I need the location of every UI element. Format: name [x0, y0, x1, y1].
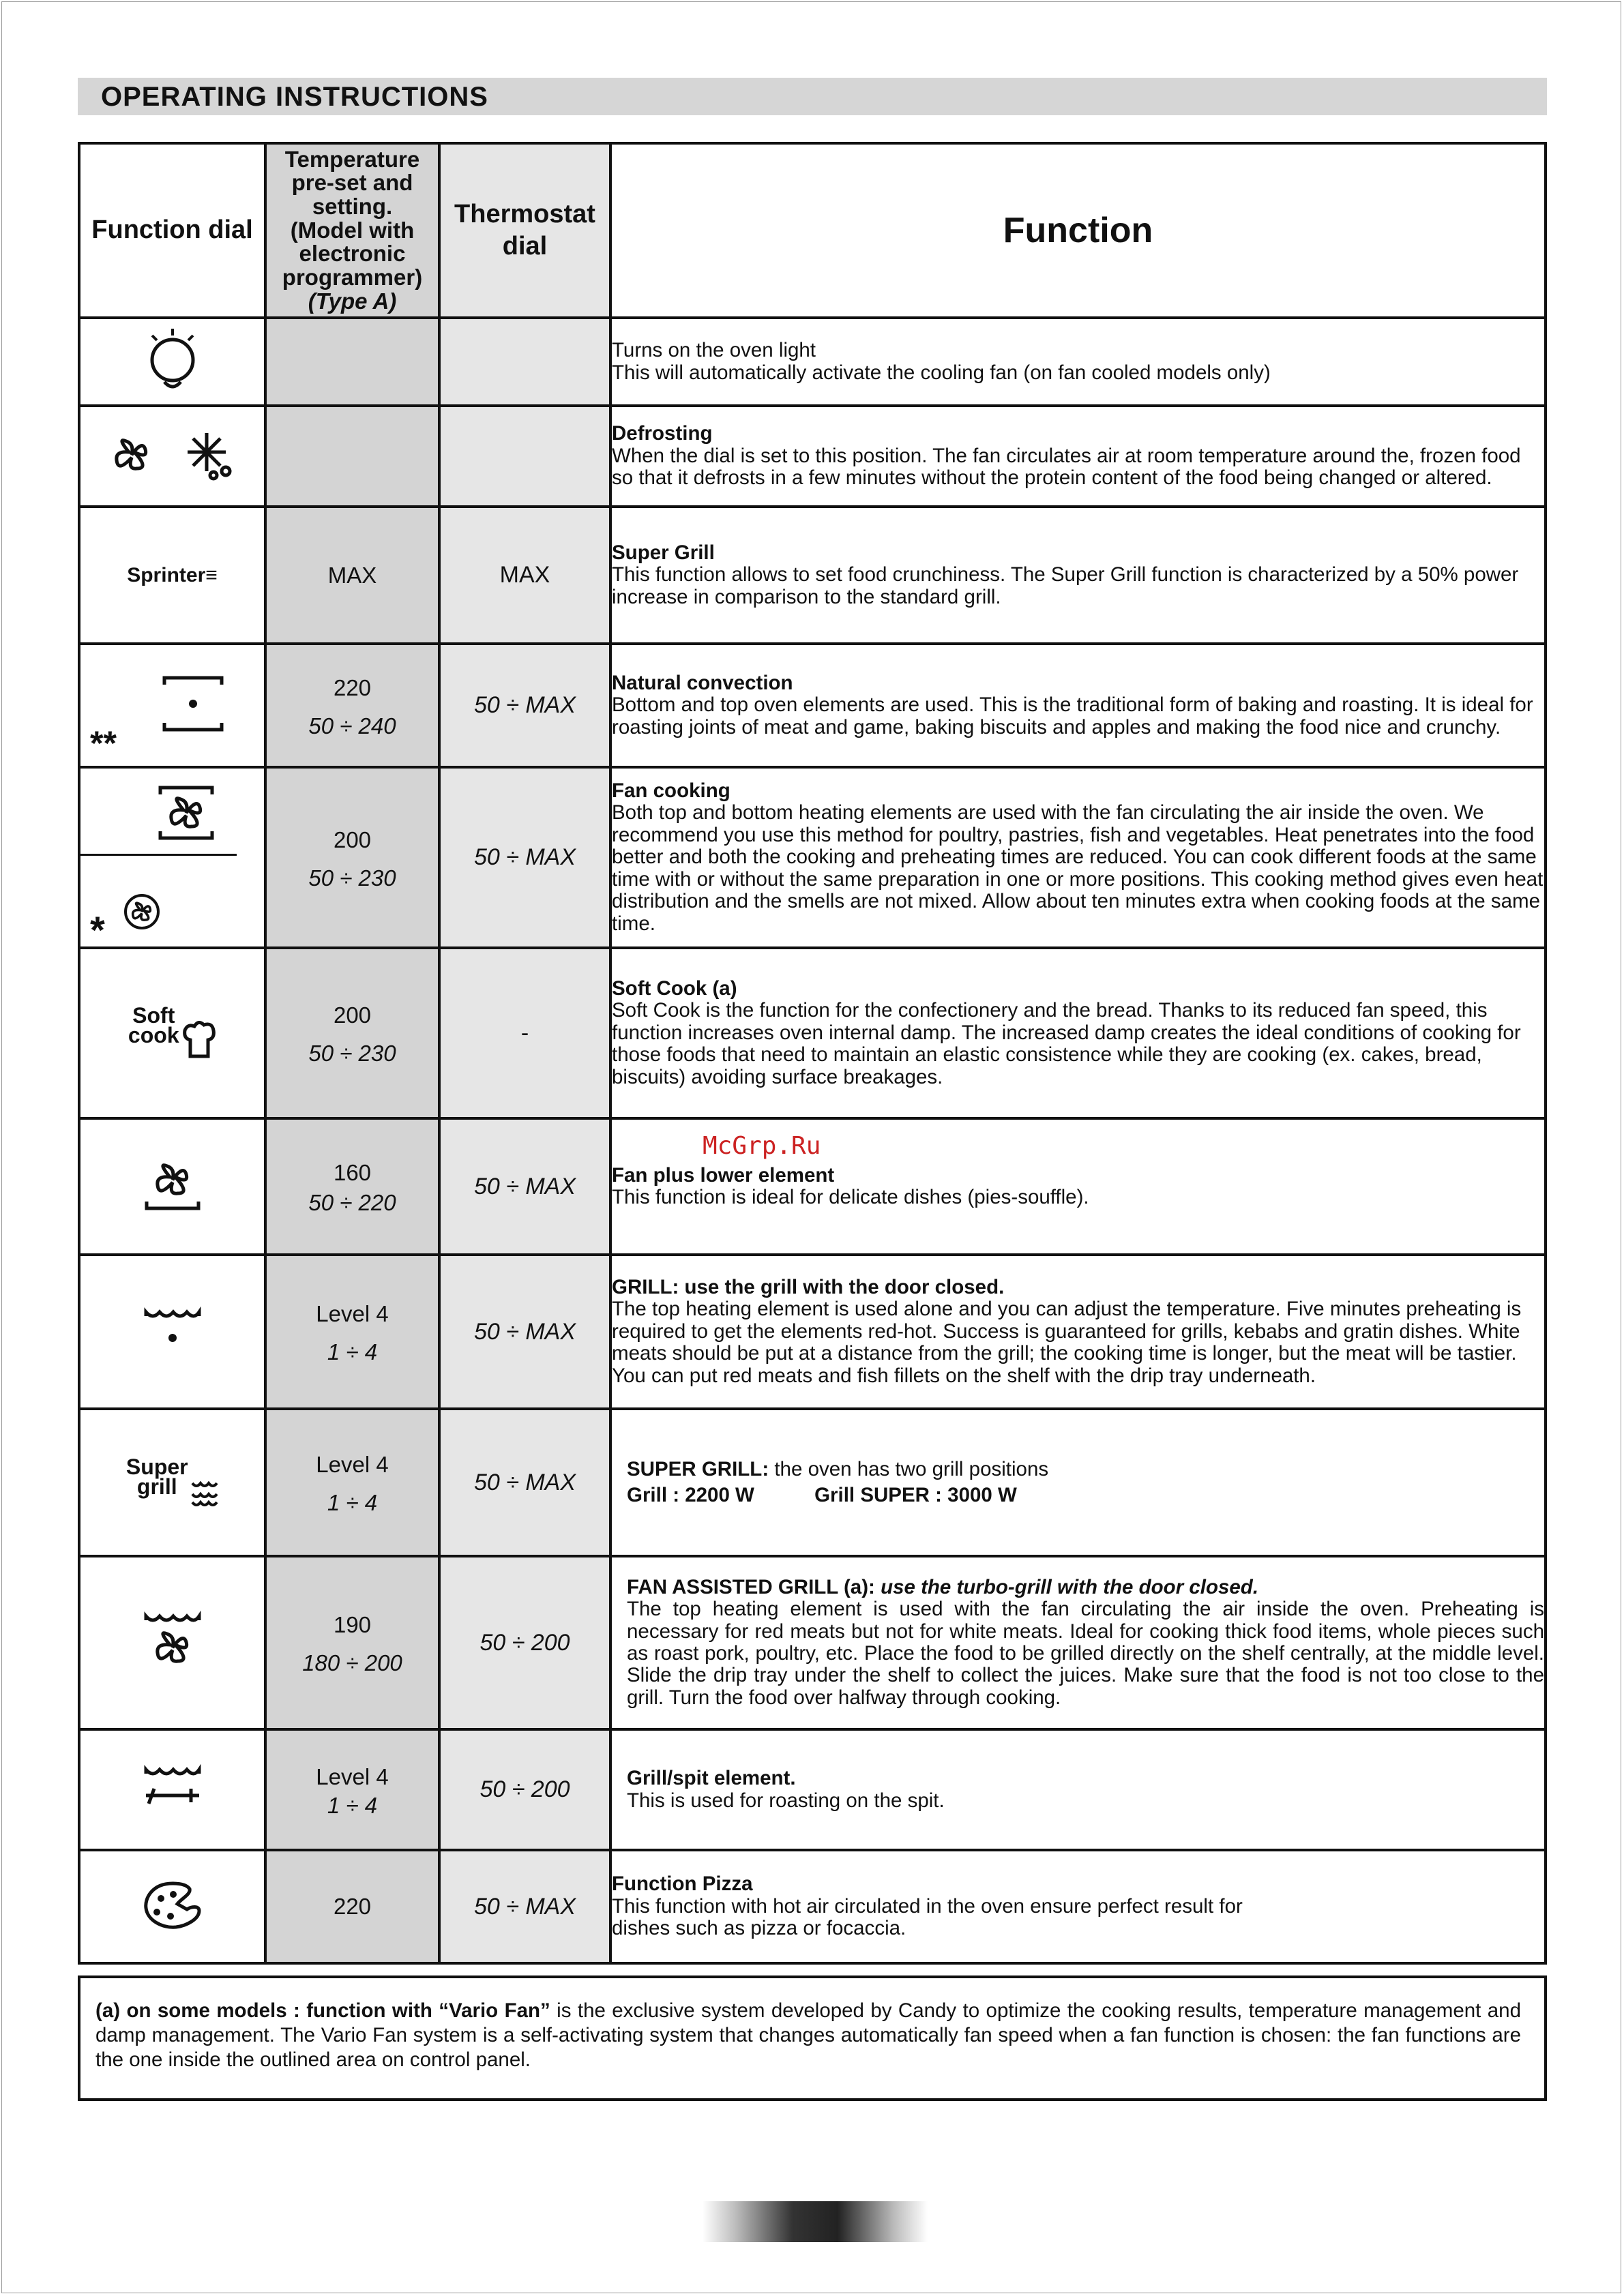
- temp-range: 50 ÷ 230: [308, 1041, 396, 1066]
- spit-icon: [142, 1764, 203, 1812]
- thermostat-cell: [439, 948, 610, 1118]
- function-cell: [610, 1850, 1546, 1963]
- fan-circle-icon: [121, 891, 162, 932]
- temp-cell: [265, 1850, 439, 1963]
- thermostat-value: 50 ÷ MAX: [473, 1173, 576, 1199]
- footnote-lead: (a) on some models : function with “Vario Fan”: [95, 1999, 550, 2022]
- thermostat-cell: [439, 1409, 610, 1556]
- function-cell: [610, 1729, 1546, 1850]
- chef-hat-icon: [182, 1019, 216, 1060]
- header-thermostat: Thermostat dial: [439, 143, 610, 318]
- function-text: The top heating element is used with the fan circulating the air inside the oven. Preheating is necessary for red meats but not for white meats. Ideal for cooking thick food items, whole pieces such as roast pork, poultry, etc. Place the food to be grilled directly on the shelf centrally, at the middle level. Slide the drip tray under the shelf to collect the juices. Make sure that the food is not too close to the grill. Turn the food over halfway through cooking.: [627, 1598, 1544, 1709]
- temp-range: 50 ÷ 220: [308, 1190, 396, 1215]
- function-text: This is used for roasting on the spit.: [627, 1789, 945, 1812]
- temp-cell: [265, 1729, 439, 1850]
- pizza-icon: [142, 1878, 203, 1933]
- function-title: Grill/spit element.: [627, 1767, 796, 1790]
- temp-range: 180 ÷ 200: [302, 1650, 402, 1675]
- thermostat-value: 50 ÷ MAX: [473, 844, 576, 870]
- dial-cell: [79, 1255, 265, 1409]
- temp-range: 1 ÷ 4: [327, 1490, 378, 1515]
- function-cell: [610, 1255, 1546, 1409]
- temp-preset: 190: [333, 1612, 372, 1637]
- oven-light-icon: [145, 326, 200, 394]
- header-temperature: Temperature pre-set and setting. (Model with electronic programmer) (Type A): [265, 143, 439, 318]
- temp-cell: [265, 1255, 439, 1409]
- thermostat-value: 50 ÷ MAX: [473, 1893, 576, 1920]
- defrost-icon: [104, 428, 241, 482]
- function-text: When the dial is set to this position. The fan circulates air at room temperature around the, frozen food so that it defrosts in a few minutes without the protein content of the food being changed or altered.: [612, 444, 1521, 490]
- row-divider: [80, 854, 237, 856]
- fan-lower-element-icon: [138, 1151, 207, 1219]
- temp-preset: Level 4: [316, 1763, 389, 1789]
- function-title: GRILL: use the grill with the door closed.: [612, 1275, 1005, 1298]
- temp-preset: 200: [333, 1002, 372, 1028]
- marker-double-asterisk: **: [90, 724, 117, 762]
- fan-assisted-grill-icon: [142, 1611, 203, 1672]
- thermostat-cell: [439, 1255, 610, 1409]
- section-title: OPERATING INSTRUCTIONS: [101, 82, 488, 112]
- temp-cell: [265, 318, 439, 406]
- table-row: [79, 1556, 1546, 1729]
- grill-waves-icon: [191, 1474, 218, 1508]
- thermostat-value: 50 ÷ MAX: [473, 1469, 576, 1495]
- function-cell: [610, 767, 1546, 948]
- dial-cell: [79, 406, 265, 507]
- temp-preset: 220: [333, 1894, 372, 1919]
- table-row: [79, 507, 1546, 644]
- dial-cell: [79, 1850, 265, 1963]
- function-text: Both top and bottom heating elements are used with the fan circulating the air inside the oven. We recommend you use this method for poultry, pastries, fish and vegetables. Heat penetrates into the food better and both the cooking and preheating times are reduced. You can cook different foods at the same time with or without the same preparation in one or more positions. This cooking method gives even heat distribution and the smells are not mixed. Allow about ten minutes extra when cooking foods at the same time.: [612, 801, 1544, 935]
- function-title: FAN ASSISTED GRILL (a):: [627, 1575, 875, 1598]
- function-cell: [610, 318, 1546, 406]
- function-cell: [610, 644, 1546, 767]
- page-number-bar: [703, 2201, 928, 2242]
- function-title: Fan plus lower element: [612, 1163, 835, 1187]
- function-cell: [610, 1556, 1546, 1729]
- temp-preset: MAX: [327, 562, 377, 588]
- temp-cell: [265, 948, 439, 1118]
- watermark: McGrp.Ru: [703, 1132, 821, 1160]
- temp-preset: Level 4: [316, 1452, 389, 1477]
- dial-cell: [79, 507, 265, 644]
- function-cell: [610, 406, 1546, 507]
- function-text: Turns on the oven light This will automatically activate the cooling fan (on fan cooled models only): [612, 339, 1271, 384]
- thermostat-cell: [439, 644, 610, 767]
- thermostat-cell: [439, 1556, 610, 1729]
- thermostat-value: 50 ÷ MAX: [473, 1318, 576, 1345]
- thermostat-cell: [439, 1850, 610, 1963]
- table-header-row: [79, 143, 1546, 318]
- temp-cell: [265, 767, 439, 948]
- temp-preset: 160: [333, 1160, 372, 1185]
- thermostat-value: 50 ÷ 200: [479, 1629, 570, 1656]
- thermostat-cell: [439, 507, 610, 644]
- function-title: Natural convection: [612, 671, 793, 694]
- function-title: Super Grill: [612, 541, 715, 564]
- temp-cell: [265, 644, 439, 767]
- dial-cell: [79, 1556, 265, 1729]
- table-row: [79, 644, 1546, 767]
- section-header: [78, 78, 1547, 115]
- temp-range: 50 ÷ 240: [308, 713, 396, 739]
- temp-range: 1 ÷ 4: [327, 1339, 378, 1365]
- temp-range: 50 ÷ 230: [308, 865, 396, 891]
- function-title: Fan cooking: [612, 779, 730, 802]
- function-text: Soft Cook is the function for the confectionery and the bread. Thanks to its reduced fan speed, this function increases oven internal damp. The increased damp creates the ideal conditions of cooking for those foods that need to maintain an elastic consistence while they are cooking (ex. cakes, bread, biscuits) avoiding surface breakages.: [612, 999, 1521, 1088]
- function-text: This function is ideal for delicate dishes (pies-souffle).: [612, 1186, 1089, 1208]
- footnote-box: [78, 1976, 1547, 2101]
- natural-convection-icon: [159, 670, 227, 738]
- function-title-italic: use the turbo-grill with the door closed.: [881, 1575, 1259, 1598]
- function-text: The top heating element is used alone and you can adjust the temperature. Five minutes preheating is required to get the elements red-hot. Success is guaranteed for grills, kebabs and gratin dishes. White meats should be put at a distance from the grill; the cooking time is longer, but the meat will be tastier. You can put red meats and fish fillets on the shelf with the drip tray underneath.: [612, 1298, 1522, 1387]
- thermostat-value: -: [520, 1019, 529, 1046]
- function-title: Defrosting: [612, 422, 713, 445]
- thermostat-value: 50 ÷ MAX: [473, 692, 576, 718]
- table-row: [79, 1409, 1546, 1556]
- thermostat-value: 50 ÷ 200: [479, 1776, 570, 1802]
- table-row: [79, 1729, 1546, 1850]
- functions-table: [78, 142, 1547, 1965]
- marker-asterisk: *: [90, 908, 105, 951]
- dial-cell: [79, 644, 265, 767]
- function-text: This function with hot air circulated in the oven ensure perfect result for dishes such as pizza or focaccia.: [612, 1894, 1243, 1940]
- dial-cell: [79, 1409, 265, 1556]
- header-function-dial: Function dial: [79, 143, 265, 318]
- table-row: [79, 318, 1546, 406]
- thermostat-cell: [439, 406, 610, 507]
- dial-cell: [79, 948, 265, 1118]
- dial-cell: [79, 1729, 265, 1850]
- function-title: SUPER GRILL:: [627, 1457, 769, 1480]
- table-row: [79, 767, 1546, 948]
- temp-cell: [265, 1409, 439, 1556]
- function-text: Bottom and top oven elements are used. This is the traditional form of baking and roasting. It is ideal for roasting joints of meat and game, baking biscuits and apples and making the food nice and crunchy.: [612, 694, 1533, 739]
- grill-icon: [142, 1307, 203, 1354]
- sprinter-icon: Sprinter≡: [127, 563, 218, 586]
- function-title: Soft Cook (a): [612, 976, 737, 1000]
- temp-cell: [265, 1118, 439, 1255]
- footnote-text: is the exclusive system developed by Candy to optimize the cooking results, temperature management and damp management. The Vario Fan system is a self-activating system that changes automatically fan speed when a fan function is chosen: the fan functions are the one inside the outlined area on control panel.: [95, 1999, 1521, 2071]
- temp-cell: [265, 406, 439, 507]
- thermostat-cell: [439, 767, 610, 948]
- temp-cell: [265, 1556, 439, 1729]
- thermostat-cell: [439, 1118, 610, 1255]
- function-text: the oven has two grill positions: [774, 1457, 1049, 1480]
- soft-cook-icon: Soft cook: [128, 1003, 179, 1048]
- function-text: This function allows to set food crunchiness. The Super Grill function is characterized by a 50% power increase in comparison to the standard grill.: [612, 563, 1519, 608]
- table-row: [79, 948, 1546, 1118]
- dial-cell: [79, 767, 265, 951]
- temp-preset: 200: [333, 826, 372, 852]
- function-cell: [610, 1409, 1546, 1556]
- header-function: Function: [610, 143, 1546, 318]
- temp-cell: [265, 507, 439, 644]
- table-row: [79, 406, 1546, 507]
- function-cell: [610, 507, 1546, 644]
- dial-cell: [79, 1118, 265, 1255]
- dial-cell: [79, 318, 265, 406]
- grill-power: Grill : 2200 W: [627, 1484, 754, 1506]
- table-row: [79, 1255, 1546, 1409]
- function-cell: [610, 948, 1546, 1118]
- thermostat-value: MAX: [499, 562, 550, 588]
- thermostat-cell: [439, 1729, 610, 1850]
- temp-range: 1 ÷ 4: [327, 1792, 378, 1818]
- grill-super-power: Grill SUPER : 3000 W: [814, 1484, 1017, 1506]
- temp-preset: Level 4: [316, 1301, 389, 1326]
- temp-preset: 220: [333, 674, 372, 700]
- thermostat-cell: [439, 318, 610, 406]
- function-title: Function Pizza: [612, 1873, 753, 1896]
- super-grill-icon: Super grill: [126, 1454, 188, 1499]
- fan-cooking-icon: [152, 782, 220, 844]
- table-row: [79, 1850, 1546, 1963]
